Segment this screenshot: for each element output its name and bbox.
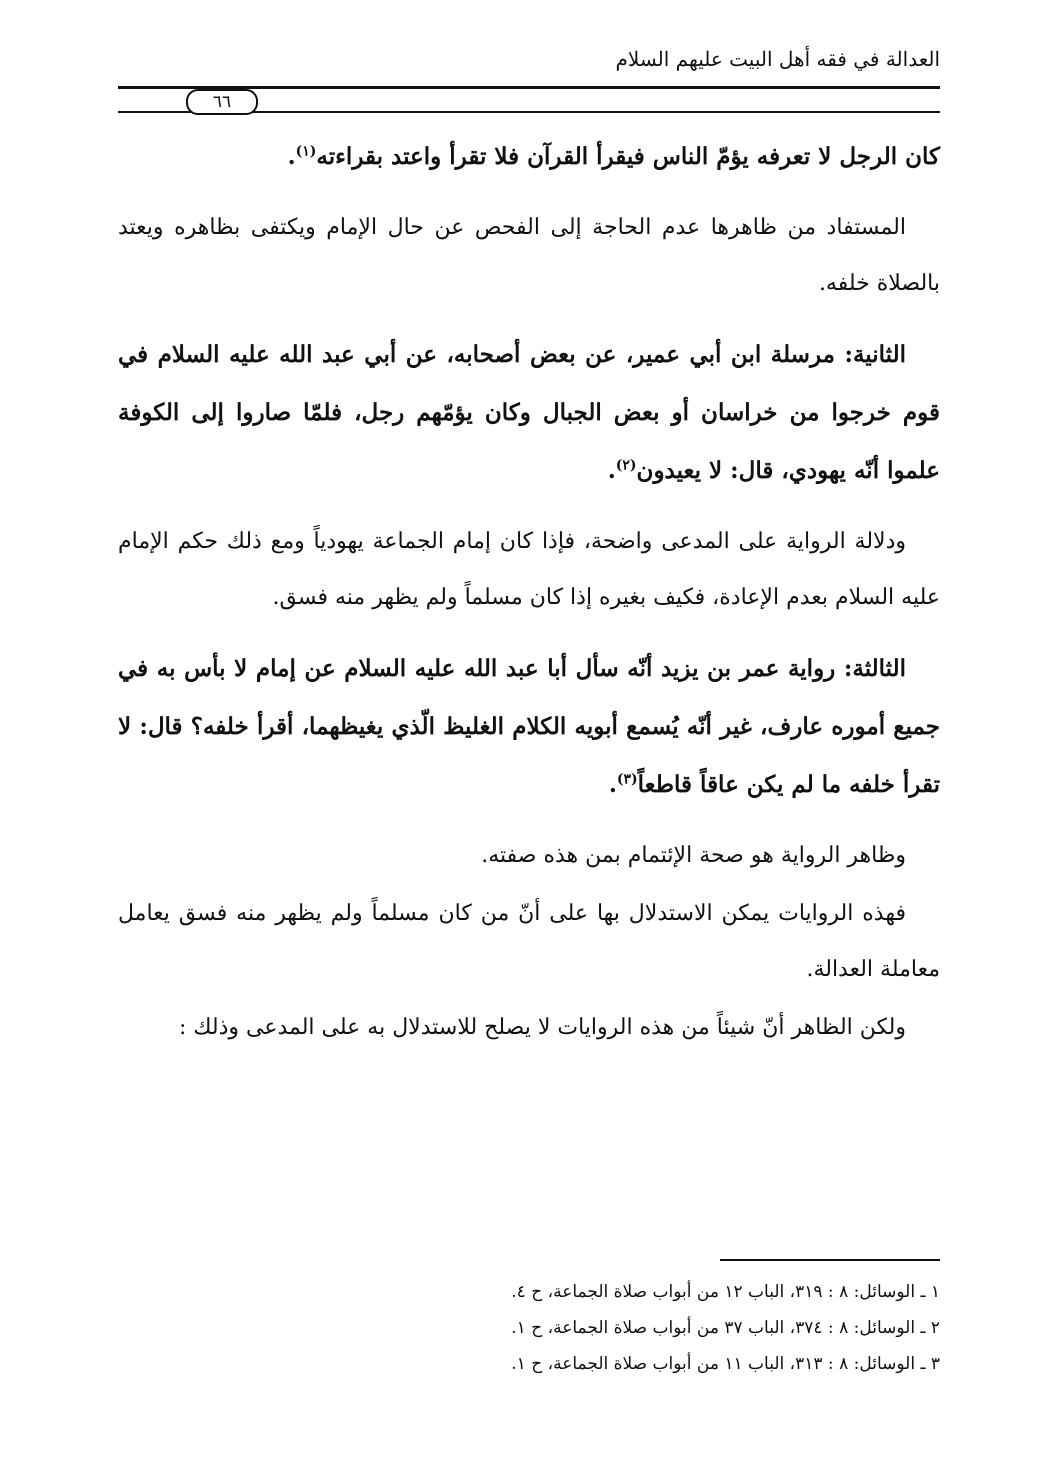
paragraph-7: فهذه الروايات يمكن الاستدلال بها على أنّ من كان مسلماً ولم يظهر منه فسق يعامل معاملة العدالة.: [118, 901, 940, 982]
body-text: [118, 128, 940, 1056]
running-title: العدالة في فقه أهل البيت عليهم السلام: [615, 47, 940, 71]
footnote-ref-1: (١): [295, 143, 317, 160]
footnote-3: ٣ ـ الوسائل: ٨ : ٣١٣، الباب ١١ من أبواب صلاة الجماعة، ح ١.: [511, 1354, 940, 1374]
footnote-ref-2: (٢): [615, 457, 637, 474]
paragraph-6: وظاهر الرواية هو صحة الإئتمام بمن هذه صفته.: [481, 843, 906, 868]
paragraph-4: ودلالة الرواية على المدعى واضحة، فإذا كان إمام الجماعة يهودياً ومع ذلك حكم الإمام عليه السلام بعدم الإعادة، فكيف بغيره إذا كان مسلماً ولم يظهر منه فسق.: [118, 529, 940, 610]
page-number: ٦٦: [186, 89, 258, 115]
footnote-separator: [720, 1259, 940, 1261]
footnotes: [118, 1274, 940, 1382]
paragraph-1: كان الرجل لا تعرفه يؤمّ الناس فيقرأ القرآن فلا تقرأ واعتد بقراءته$^{(١)}$.: [287, 143, 940, 170]
paragraph-8: ولكن الظاهر أنّ شيئاً من هذه الروايات لا يصلح للاستدلال به على المدعى وذلك :: [178, 1015, 906, 1040]
paragraph-5: الثالثة: رواية عمر بن يزيد أنّه سأل أبا عبد الله عليه السلام عن إمام لا بأس به في جميع أموره عارف، غير أنّه يُسمع أبويه الكلام الغليظ الّذي يغيظهما، أقرأ خلفه؟ قال: لا تقرأ خلفه ما لم يكن عاقاً قاطعاً$^{(٣)}$.: [118, 655, 940, 798]
paragraph-2: المستفاد من ظاهرها عدم الحاجة إلى الفحص عن حال الإمام ويكتفى بظاهره ويعتد بالصلاة خلفه.: [118, 215, 940, 296]
footnote-ref-3: (٣): [616, 771, 638, 788]
footnote-1: ١ ـ الوسائل: ٨ : ٣١٩، الباب ١٢ من أبواب صلاة الجماعة، ح ٤.: [511, 1282, 940, 1302]
footnote-2: ٢ ـ الوسائل: ٨ : ٣٧٤، الباب ٣٧ من أبواب صلاة الجماعة، ح ١.: [511, 1318, 940, 1338]
paragraph-3: الثانية: مرسلة ابن أبي عمير، عن بعض أصحابه، عن أبي عبد الله عليه السلام في قوم خرجوا من خراسان أو بعض الجبال وكان يؤمّهم رجل، فلمّا صاروا إلى الكوفة علموا أنّه يهودي، قال: لا يعيدون$^{(٢)}$.: [118, 341, 940, 484]
